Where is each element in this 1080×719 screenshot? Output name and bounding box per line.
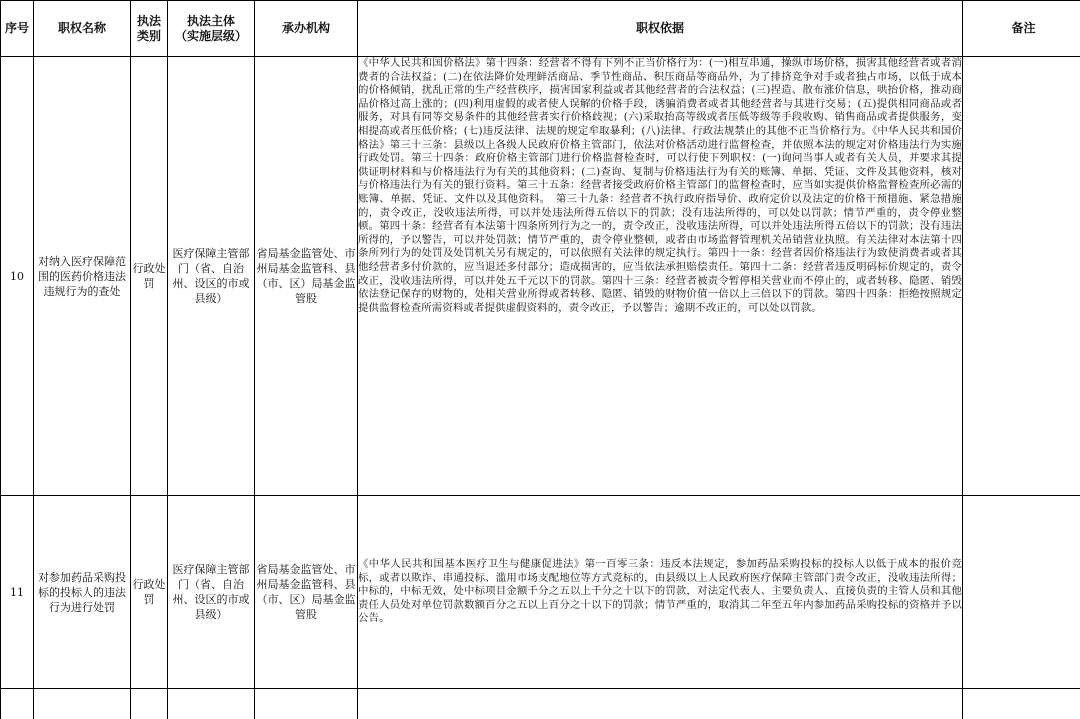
empty-cell [358,689,963,719]
empty-cell [34,689,131,719]
empty-cell [963,689,1080,719]
header-index: 序号 [1,1,34,57]
row-remarks [963,496,1080,689]
empty-cell [168,689,255,719]
row-basis: 《中华人民共和国价格法》第十四条：经营者不得有下列不正当价格行为：(一)相互串通，操纵市场价格，损害其他经营者或者消费者的合法权益；(二)在依法降价处理鲜活商品、季节性商品、积压商品等商品外，为了排挤竞争对手或者独占市场，以低于成本的价格倾销，扰乱正常的生产经营秩序，损害国家利益或者其他经营者的合法权益；(三)捏造、散布涨价信息，哄抬价格，推动商品价格过高上涨的；(四)利用虚假的或者使人误解的价格手段，诱骗消费者或者其他经营者与其进行交易；(五)提供相同商品或者服务，对具有同等交易条件的其他经营者实行价格歧视；(六)采取抬高等级或者压低等级等手段收购、销售商品或者提供服务，变相提高或者压低价格；(七)违反法律、法规的规定牟取暴利；(八)法律、行政法规禁止的其他不正当价格行为。《中华人民共和国价格法》第三十三条：县级以上各级人民政府价格主管部门，依法对价格活动进行监督检查，并依照本法的规定对价格违法行为实施行政处罚。第三十四条：政府价格主管部门进行价格监督检查时，可以行使下列职权：(一)询问当事人或者有关人员，并要求其提供证明材料和与价格违法行为有关的其他资料；(二)查询、复制与价格违法行为有关的账簿、单据、凭证、文件及其他资料，核对与价格违法行为有关的银行资料。第三十五条：经营者接受政府价格主管部门的监督检查时，应当如实提供价格监督检查所必需的账簿、单据、凭证、文件以及其他资料。 第三十九条：经营者不执行政府指导价、政府定价以及法定的价格干预措施、紧急措施的，责令改正，没收违法所得，可以并处违法所得五倍以下的罚款；没有违法所得的，可以处以罚款；情节严重的，责令停业整顿。第四十条：经营者有本法第十四条所列行为之一的，责令改正，没收违法所得，可以并处违法所得五倍以下的罚款；没有违法所得的，予以警告，可以并处罚款；情节严重的，责令停业整顿，或者由市场监督管理机关吊销营业执照。有关法律对本法第十四条所列行为的处罚及处罚机关另有规定的，可以依照有关法律的规定执行。第四十一条：经营者因价格违法行为致使消费者或者其他经营者多付价款的，应当退还多付部分；造成损害的，应当依法承担赔偿责任。第四十二条：经营者违反明码标价规定的，责令改正，没收违法所得，可以并处五千元以下的罚款。第四十三条：经营者被责令暂停相关营业而不停止的，或者转移、隐匿、销毁依法登记保存的财物的，处相关营业所得或者转移、隐匿、销毁的财物价值一倍以上三倍以下的罚款。第四十四条：拒绝按照规定提供监督检查所需资料或者提供虚假资料的，责令改正，予以警告；逾期不改正的，可以处以罚款。 [358,57,963,496]
table-row [1,57,1080,496]
row-agency: 省局基金监管处、市州局基金监管科、县（市、区）局基金监管股 [255,57,358,496]
row-index: 11 [1,496,34,689]
row-category: 行政处罚 [131,496,168,689]
header-subject: 执法主体 （实施层级） [168,1,255,57]
empty-cell [1,689,34,719]
empty-cell [131,689,168,719]
row-subject: 医疗保障主管部门（省、自治州、设区的市或县级） [168,57,255,496]
row-name: 对纳入医疗保障范围的医药价格违法违规行为的查处 [34,57,131,496]
header-category: 执法 类别 [131,1,168,57]
row-agency: 省局基金监管处、市州局基金监管科、县（市、区）局基金监管股 [255,496,358,689]
table-row-continuation [1,689,1080,719]
row-basis: 《中华人民共和国基本医疗卫生与健康促进法》第一百零三条：违反本法规定，参加药品采购投标的投标人以低于成本的报价竞标，或者以欺诈、串通投标、滥用市场支配地位等方式竞标的，由县级以上人民政府医疗保障主管部门责令改正，没收违法所得；中标的，中标无效，处中标项目金额千分之五以上千分之十以下的罚款，对法定代表人、主要负责人、直接负责的主管人员和其他责任人员处对单位罚款数额百分之五以上百分之十以下的罚款；情节严重的，取消其二年至五年内参加药品采购投标的资格并予以公告。 [358,496,963,689]
header-agency: 承办机构 [255,1,358,57]
empty-cell [255,689,358,719]
header-remarks: 备注 [963,1,1080,57]
row-index: 10 [1,57,34,496]
header-name: 职权名称 [34,1,131,57]
table-row [1,496,1080,689]
header-row [1,1,1080,57]
row-category: 行政处罚 [131,57,168,496]
row-name: 对参加药品采购投标的投标人的违法行为进行处罚 [34,496,131,689]
row-remarks [963,57,1080,496]
row-subject: 医疗保障主管部门（省、自治州、设区的市或县级） [168,496,255,689]
header-basis: 职权依据 [358,1,963,57]
